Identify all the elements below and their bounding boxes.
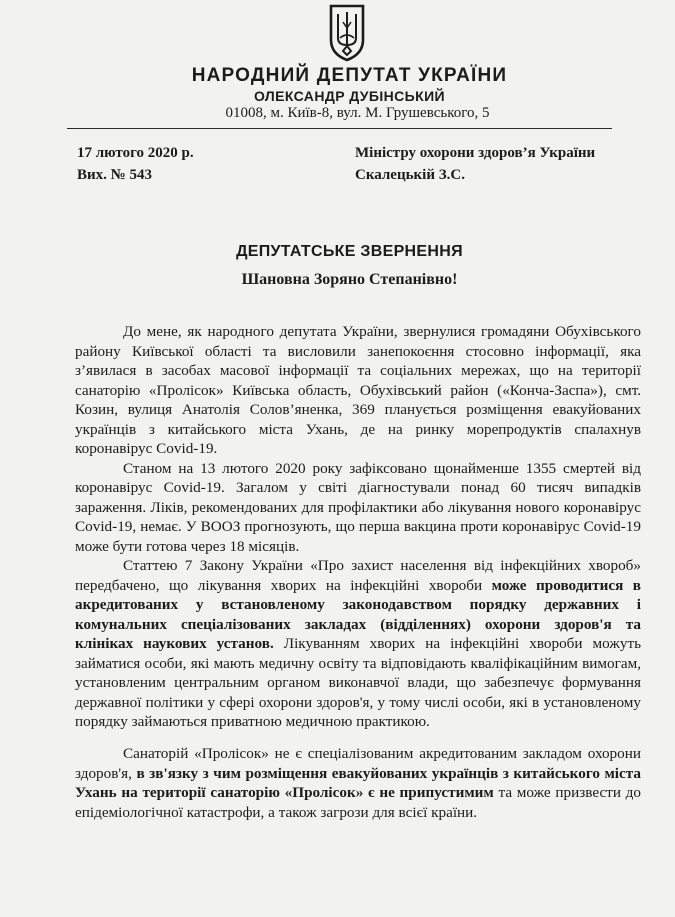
paragraph-2: Станом на 13 лютого 2020 року зафіксовано щонайменше 1355 смертей від коронавірус Covid-19. Загалом у світі діагностували понад 60 тисяч випадків зараження. Ліків, рекомендованих для профілактики або лікування нового коронавірус Covid-19, немає. У ВООЗ прогнозують, що перша вакцина проти коронавірус Covid-19 може бути готова через 18 місяців. — [75, 459, 641, 555]
trident-coat-of-arms-icon — [327, 2, 367, 62]
letterhead-name: ОЛЕКСАНДР ДУБІНСЬКИЙ — [253, 88, 445, 104]
letterhead-title: НАРОДНИЙ ДЕПУТАТ УКРАЇНИ — [191, 65, 508, 86]
letter-body — [75, 322, 641, 732]
letter-ref-number: Вих. № 543 — [77, 167, 152, 183]
letter-date: 17 лютого 2020 р. — [77, 145, 194, 161]
paragraph-4-rest: та може призвести до епідеміологічної катастрофи, а також загрози для всієї країни. — [75, 784, 641, 821]
paragraph-4-intro: Санаторій «Пролісок» не є спеціалізованим акредитованим закладом охорони здоров'я, — [75, 745, 641, 782]
header-divider — [67, 128, 612, 129]
letter-meta — [77, 142, 194, 186]
letterhead-address: 01008, м. Київ-8, вул. М. Грушевського, 5 — [225, 105, 490, 121]
paragraph-3-rest: Лікуванням хворих на інфекційні хвороби можуть займатися особи, які мають медичну освіту та відповідають кваліфікаційним вимогам, установленим центральним органом виконавчої влади, що забезпечує формування державної політики у сфері охорони здоров'я, у тому числі особи, які в установленому порядку займаються приватною медичною практикою. — [75, 635, 642, 730]
paragraph-1: До мене, як народного депутата України, звернулися громадяни Обухівського району Київської області та висловили занепокоєння стосовно інформації, яка з’явилася в засобах масової інформації та соціальних мережах, що на території санаторію «Пролісок» Київська область, Обухівський район («Конча-Заспа»), смт. Козин, вулиця Анатолія Солов’яненка, 369 планується розміщення евакуйованих українців з китайського міста Ухань, де на ринку морепродуктів спалахнув коронавірус Covid-19. — [75, 323, 641, 457]
paragraph-3 — [75, 556, 641, 732]
recipient-name: Скалецькій З.С. — [355, 167, 465, 183]
recipient-block — [355, 142, 595, 186]
paragraph-4-emphasis: в зв'язку з чим розміщення евакуйованих українців з китайського міста Ухань на території санаторію «Пролісок» є не припустимим — [75, 764, 641, 801]
paragraph-4 — [75, 744, 641, 822]
paragraph-3-intro: Статтею 7 Закону України «Про захист населення від інфекційних хвороб» передбачено, що лікування хворих на інфекційні хвороби — [75, 557, 641, 594]
appeal-title: ДЕПУТАТСЬКЕ ЗВЕРНЕННЯ — [236, 243, 463, 260]
recipient-position: Міністру охорони здоров’я України — [355, 145, 596, 161]
letter-body-conclusion — [75, 744, 641, 822]
paragraph-3-emphasis: може проводитися в акредитованих у встановленому законодавством порядку державних і комунальних спеціалізованих закладах (відділеннях) охорони здоров'я та клініках наукових установ. — [75, 576, 641, 652]
salutation: Шановна Зоряно Степанівно! — [241, 271, 458, 288]
